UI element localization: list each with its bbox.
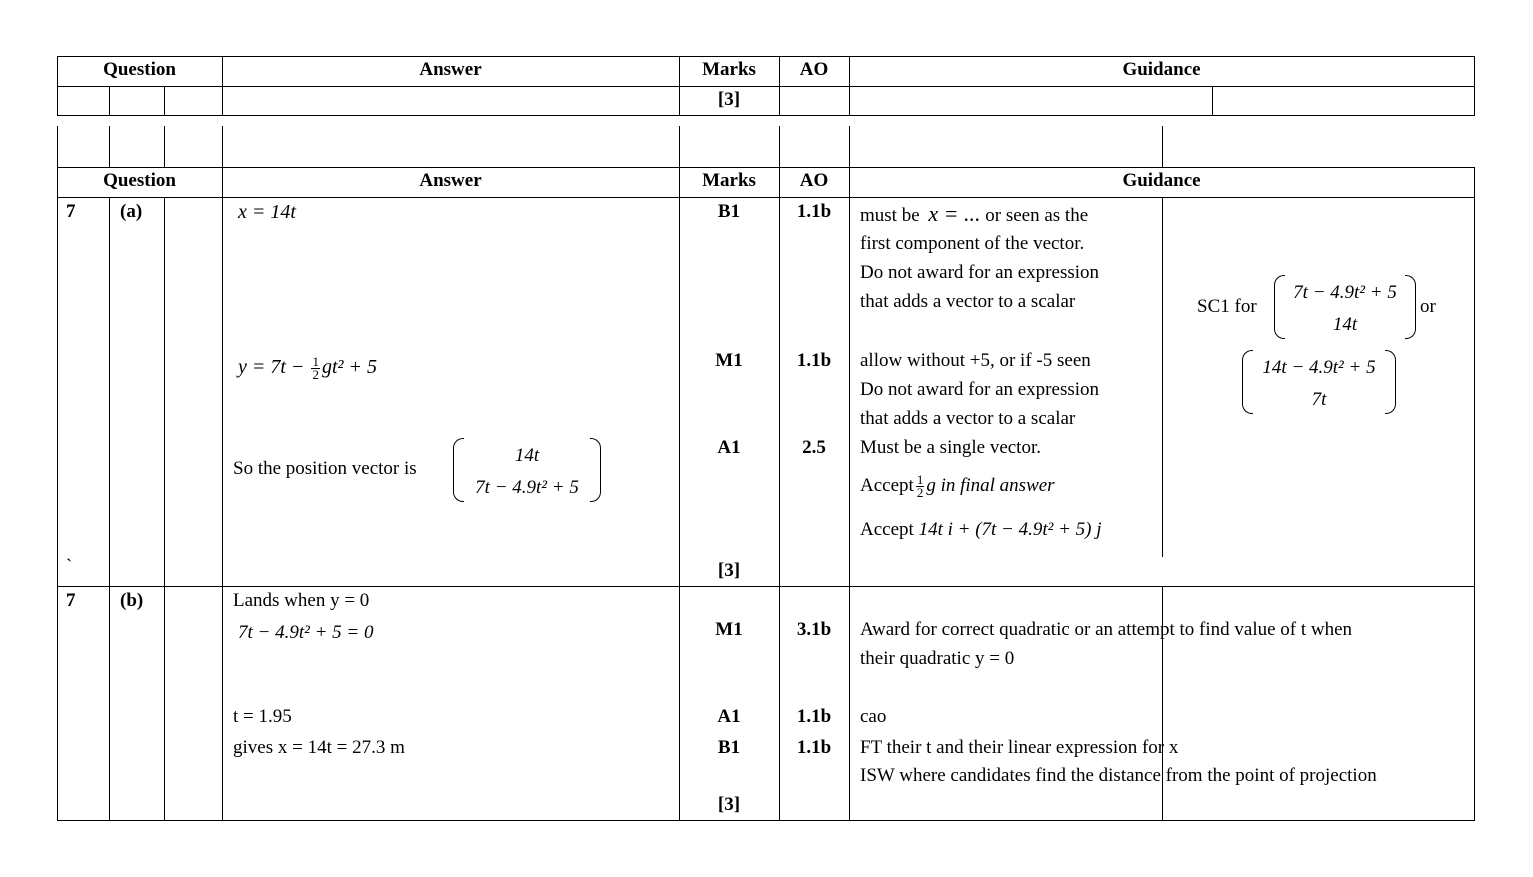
guidance-line-8: Must be a single vector. [860, 437, 1041, 458]
answer-b-line-4: gives x = 14t = 27.3 m [233, 737, 405, 758]
position-vector-label: So the position vector is [233, 458, 417, 479]
row-total-marks: [3] [717, 89, 741, 110]
guidance-b-line-4: FT their t and their linear expression for x [860, 737, 1179, 758]
guidance-line-2: first component of the vector. [860, 233, 1085, 254]
header-question-2: Question [103, 170, 176, 191]
guidance-line-7: that adds a vector to a scalar [860, 408, 1076, 429]
sc1-or: or [1420, 296, 1436, 317]
guidance-line-9: Accept $\frac{1}{2}$ g in final answer [860, 472, 1055, 501]
position-vector [453, 438, 601, 502]
header-answer: Answer [419, 59, 482, 80]
guidance-line-5: allow without +5, or if -5 seen [860, 350, 1091, 371]
ao-1: 1.1b [796, 201, 832, 222]
answer-x-equation: x = 14t [238, 201, 296, 223]
header-marks: Marks [702, 59, 756, 80]
answer-b-line-2: 7t − 4.9t² + 5 = 0 [238, 622, 374, 643]
guidance-line-3: Do not award for an expression [860, 262, 1100, 283]
answer-y-equation [238, 353, 377, 382]
guidance-b-line-3: cao [860, 706, 887, 727]
question-part-b: (b) [120, 590, 144, 611]
ao-b-2: 1.1b [796, 706, 832, 727]
question-part: (a) [120, 201, 143, 222]
vector-bottom: 7t − 4.9t² + 5 [475, 477, 579, 498]
question-number: 7 [66, 201, 76, 222]
mark-b-m1: M1 [715, 619, 743, 640]
mark-a1: A1 [717, 437, 741, 458]
guidance-line-10: Accept 14t i + (7t − 4.9t² + 5) j [860, 519, 1102, 540]
answer-y-lhs: y = 7t − [238, 356, 310, 378]
sc1-label: SC1 for [1197, 296, 1257, 317]
header-ao: AO [799, 59, 829, 80]
guidance-line-1: must be x = ... or seen as the [860, 201, 1089, 226]
header-question: Question [103, 59, 176, 80]
sc1-vector-1: 7t − 4.9t² + 5 14t [1274, 275, 1416, 339]
header-guidance-2: Guidance [1122, 170, 1201, 191]
ao-b-1: 3.1b [796, 619, 832, 640]
header-answer-2: Answer [419, 170, 482, 191]
mark-b1: B1 [717, 201, 741, 222]
stray-mark: ` [66, 556, 73, 577]
guidance-b-line-5: ISW where candidates find the distance from the point of projection [860, 765, 1377, 786]
header-guidance: Guidance [1122, 59, 1201, 80]
ao-2: 1.1b [796, 350, 832, 371]
mark-b-b1: B1 [717, 737, 741, 758]
header-marks-2: Marks [702, 170, 756, 191]
answer-b-line-1: Lands when y = 0 [233, 590, 370, 611]
ao-3: 2.5 [802, 437, 826, 458]
answer-y-rhs: gt² + 5 [321, 356, 377, 378]
mark-b-total: [3] [717, 794, 741, 815]
guidance-b-line-1: Award for correct quadratic or an attempt to find value of t when [860, 619, 1353, 640]
half-fraction: $\frac{1}{2}$ [312, 353, 319, 382]
half-fraction-guidance: $\frac{1}{2}$ [916, 472, 924, 501]
mark-total: [3] [717, 560, 741, 581]
mark-m1: M1 [715, 350, 743, 371]
sc1-vector-2: 14t − 4.9t² + 5 7t [1242, 350, 1396, 414]
mark-b-a1: A1 [717, 706, 741, 727]
answer-b-line-3: t = 1.95 [233, 706, 292, 727]
vector-top: 14t [514, 445, 540, 466]
guidance-b-line-2: their quadratic y = 0 [860, 648, 1015, 669]
guidance-line-6: Do not award for an expression [860, 379, 1100, 400]
question-number-b: 7 [66, 590, 76, 611]
header-ao-2: AO [799, 170, 829, 191]
ao-b-3: 1.1b [796, 737, 832, 758]
guidance-line-4: that adds a vector to a scalar [860, 291, 1076, 312]
